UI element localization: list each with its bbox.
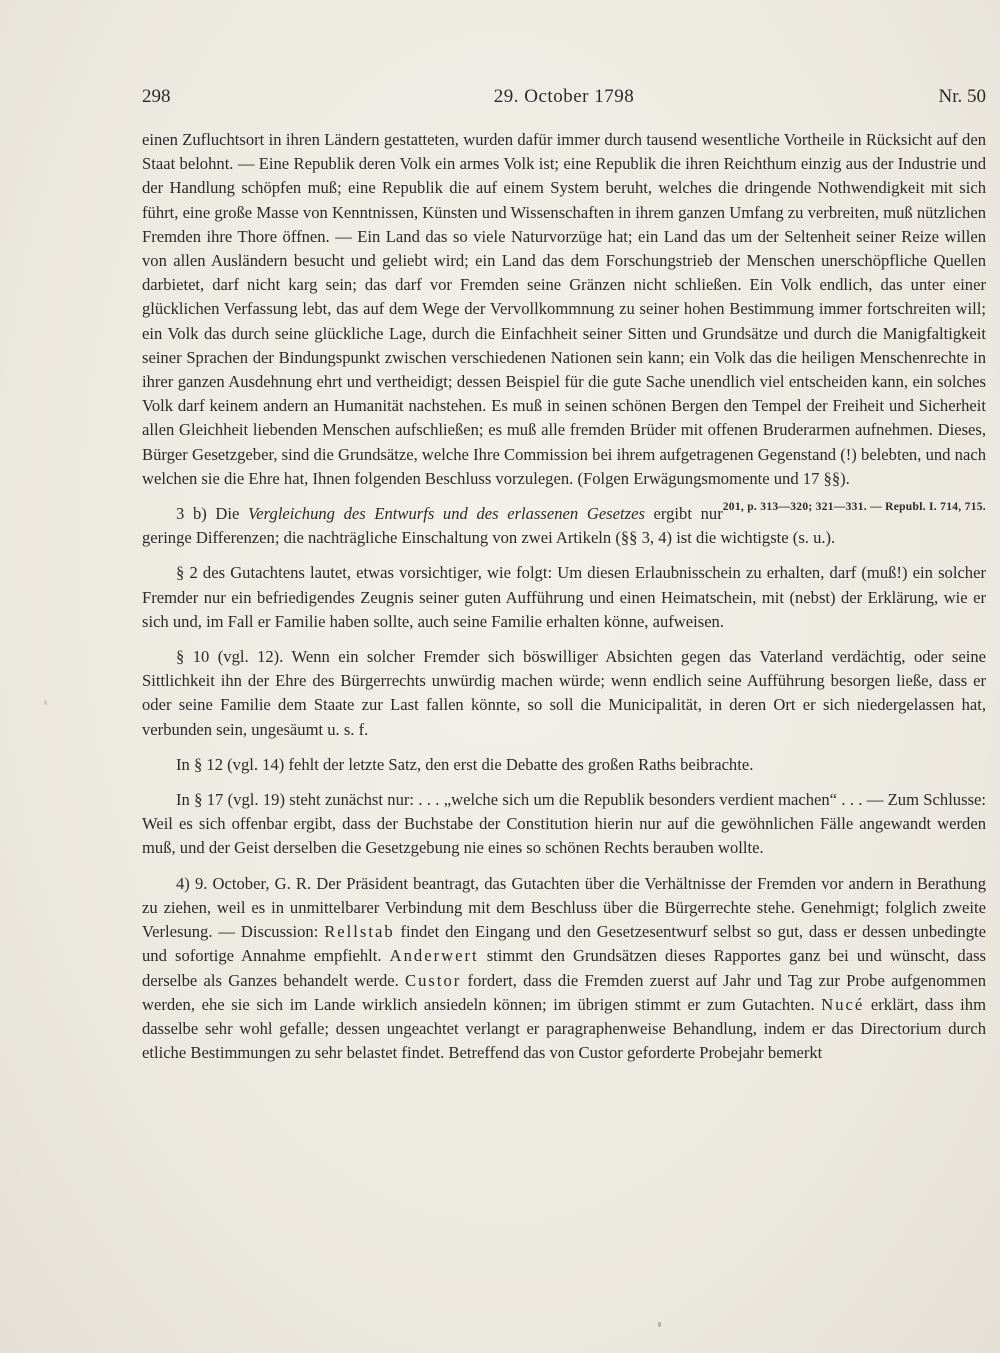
paragraph-section-2	[142, 561, 986, 634]
italic-heading: Vergleichung des Entwurfs und des erlassenen Gesetzes	[248, 504, 645, 524]
paragraph-section-17	[142, 788, 986, 861]
document-number: Nr. 50	[938, 86, 986, 107]
paragraph-section-10	[142, 645, 986, 742]
ink-speck	[658, 1322, 661, 1327]
page-body	[142, 128, 986, 1065]
paragraph-text: einen Zufluchtsort in ihren Ländern gestatteten, wurden dafür immer durch tausend wesentliche Vortheile in Rücksicht auf den Staat belohnt. — Eine Republik deren Volk ein armes Volk ist; eine Republik die ihren Reichthum einzig aus der Industrie und der Handlung schöpfen muß; eine Republik die auf einem System beruht, welches die dringende Nothwendigkeit mit sich führt, eine große Masse von Kenntnissen, Künsten und Wissenschaften in ihrem ganzen Umfang zu verbreiten, muß nützlichen Fremden ihre Thore öffnen. — Ein Land das so viele Naturvorzüge hat; ein Land das um der Seltenheit seiner Reize willen von allen Ausländern besucht und geliebt wird; ein Land das dem Forschungstrieb der Menschen unerschöpfliche Quellen darbietet, darf nicht karg sein; das darf vor Fremden seine Gränzen nicht schließen. Ein Volk endlich, das unter einer glücklichen Verfassung lebt, das auf dem Wege der Vervollkommnung zu seiner hohen Bestimmung immer fortschreiten will; ein Volk das durch seine glückliche Lage, durch die Einfachheit seiner Sitten und Grundsätze und durch die Manigfaltigkeit seiner Sprachen der Bindungspunkt zwischen verschiedenen Nationen sein kann; ein Volk das die heiligen Menschenrechte in ihrer ganzen Ausdehnung ehrt und vertheidigt; dessen Beispiel für die gute Sache unendlich viel entscheiden kann, ein solches Volk darf keinem andern an Humanität nachstehen. Es muß in seinen schönen Bergen den Tempel der Freiheit und Sicherheit allen Gleichheit liebenden Menschen aufschließen; es muß alle fremden Brüder mit offenen Bruderarmen aufnehmen. Dieses, Bürger Gesetzgeber, sind die Grundsätze, welche Ihre Commission bei ihrem aufgetragenen Gegenstand (!) belebten, und nach welchen sie die Ehre hat, Ihnen folgenden Beschluss vorzulegen. (Folgen Erwägungsmomente und 17 §§).	[142, 130, 986, 488]
speaker-name: Anderwert	[389, 946, 479, 966]
ink-speck	[44, 700, 47, 705]
paragraph-section-12	[142, 753, 986, 777]
speaker-name: Custor	[405, 970, 462, 990]
paragraph-text: § 10 (vgl. 12). Wenn ein solcher Fremder sich böswilliger Absichten gegen das Vaterland verdächtig, oder seine Sittlichkeit ihn der Ehre des Bürgerrechts unwürdig machen würde; wenn endlich seine Aufführung besorgen ließe, dass er oder seine Familie dem Staate zur Last fallen könnte, so soll die Municipalität, in deren Ort er sich niedergelassen hat, verbunden sein, ungesäumt u. s. f.	[142, 647, 986, 739]
header-date: 29. October 1798	[493, 86, 635, 107]
paragraph-text: fordert, dass die Fremden zuerst auf Jahr und Tag zur Probe aufgenommen werden, ehe sie sich im Lande wirklich ansiedeln können; im übrigen stimmt er zum Gutachten.	[142, 970, 987, 1014]
page-number: 298	[142, 86, 171, 107]
speaker-name: Rellstab	[324, 922, 395, 942]
paragraph-text: erklärt, dass ihm dasselbe sehr wohl gefalle; dessen ungeachtet verlangt er paragraphenweise Behandlung, indem er das Directorium durch etliche Bestimmungen zu sehr belastet findet. Betreffend das von Custor geforderte Probejahr bemerkt	[142, 994, 986, 1063]
paragraph-text: findet den Eingang und den Gesetzesentwurf selbst so gut, dass er dessen unbedingte und sofortige Annahme empfiehlt.	[142, 922, 986, 966]
speaker-name: Nucé	[821, 994, 865, 1014]
paragraph-text: 3 b) Die	[176, 504, 249, 524]
paragraph-debate	[142, 872, 986, 1066]
paragraph-text: In § 12 (vgl. 14) fehlt der letzte Satz, den erst die Debatte des großen Raths beibrachte.	[176, 754, 754, 774]
running-header	[142, 86, 986, 114]
paragraph-text: 4) 9. October, G. R. Der Präsident beantragt, das Gutachten über die Verhältnisse der Fremden vor andern in Berathung zu ziehen, weil es in unmittelbarer Verbindung mit dem Beschluss über die Bürgerrechte stehe. Genehmigt; folglich zweite Verlesung. — Discussion:	[142, 873, 986, 942]
paragraph-text: § 2 des Gutachtens lautet, etwas vorsichtiger, wie folgt: Um diesen Erlaubnisschein zu erhalten, darf (muß!) ein solcher Fremder nur ein befriedigendes Zeugnis seiner guten Aufführung und einen Heimatschein, mit (nebst) der Erklärung, wie er sich und, im Fall er Familie haben sollte, auch seine Familie erhalten könne, aufweisen.	[142, 563, 986, 631]
paragraph-text: stimmt den Grundsätzen dieses Rapportes ganz bei und wünscht, dass derselbe als Ganzes behandelt werde.	[142, 946, 986, 990]
paragraph-text: ergibt nur geringe Differenzen; die nachträgliche Einschaltung von zwei Artikeln (§§ 3, 4) ist die wichtigste (s. u.).	[142, 504, 836, 548]
paragraph-text: In § 17 (vgl. 19) steht zunächst nur: . . . „welche sich um die Republik besonders verdient machen“ . . . — Zum Schlusse: Weil es sich offenbar ergibt, dass der Buchstabe der Constitution hierin nur auf die gewöhnlichen Fälle angewandt werden muß, und der Geist derselben die Gesetzgebung nie eines so schönen Rechts berauben wollte.	[142, 790, 986, 858]
source-reference: 201, p. 313—320; 321—331. — Republ. I. 714, 715.	[722, 501, 986, 514]
